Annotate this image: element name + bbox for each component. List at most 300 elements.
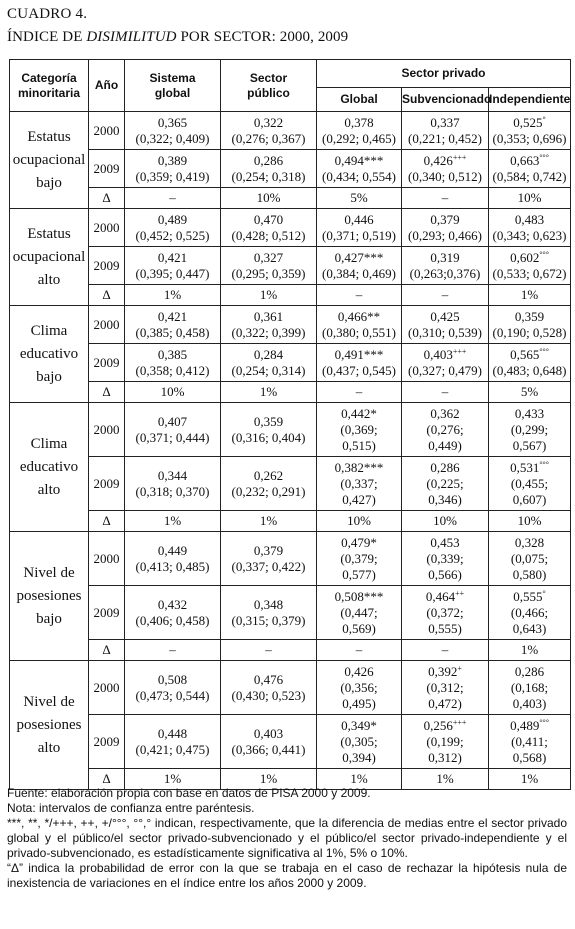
table-row	[10, 150, 571, 188]
index-value	[402, 115, 488, 131]
index-number: 0,446	[344, 211, 374, 227]
table-number: CUADRO 4.	[7, 6, 88, 22]
index-number: 0,328	[514, 534, 545, 550]
index-number: 0,425	[430, 308, 460, 324]
value-cell	[489, 112, 571, 150]
confidence-interval: 0,495)	[342, 695, 376, 711]
index-number: 0,489	[510, 717, 540, 733]
delta-value: 1%	[221, 285, 317, 306]
category-cell	[10, 403, 89, 532]
index-value	[489, 664, 570, 680]
index-value	[402, 309, 488, 325]
delta-value: –	[402, 640, 489, 661]
delta-value: 10%	[489, 188, 571, 209]
index-number: 0,349*	[341, 717, 377, 733]
table-row	[10, 112, 571, 150]
index-value	[317, 212, 401, 228]
index-number: 0,379	[430, 211, 460, 227]
significance-mark: °	[542, 588, 546, 598]
index-value	[489, 212, 570, 228]
value-cell	[402, 247, 489, 285]
index-number: 0,491***	[334, 346, 384, 362]
confidence-interval: (0,366; 0,441)	[231, 741, 306, 757]
index-number: 0,262	[253, 467, 284, 483]
value-cell	[221, 247, 317, 285]
value-cell	[489, 715, 571, 769]
confidence-interval: (0,434; 0,554)	[321, 168, 397, 184]
confidence-interval: (0,428; 0,512)	[231, 227, 306, 243]
index-number: 0,378	[344, 114, 374, 130]
category-line: Clima	[30, 435, 68, 452]
confidence-interval: (0,168;	[510, 679, 549, 695]
value-cell	[489, 532, 571, 586]
confidence-interval: (0,395; 0,447)	[135, 265, 210, 281]
delta-value: 1%	[317, 769, 402, 790]
table-body	[10, 112, 571, 790]
index-number: 0,531	[510, 459, 540, 475]
confidence-interval: 0,472)	[428, 695, 462, 711]
confidence-interval: (0,358; 0,412)	[135, 362, 210, 378]
header-public-line2: público	[247, 85, 290, 100]
value-cell	[402, 457, 489, 511]
table-row	[10, 209, 571, 247]
index-value	[317, 309, 401, 325]
index-number: 0,421	[157, 249, 188, 265]
index-number: 0,602	[510, 249, 540, 265]
confidence-interval: (0,299;	[510, 421, 549, 437]
index-number: 0,555	[513, 588, 543, 604]
delta-value: 1%	[402, 769, 489, 790]
category-line: Estatus	[27, 128, 71, 145]
index-number: 0,385	[157, 346, 188, 362]
value-cell	[402, 532, 489, 586]
confidence-interval: (0,316; 0,404)	[231, 429, 306, 445]
confidence-interval: 0,515)	[342, 437, 376, 453]
value-cell	[489, 247, 571, 285]
value-cell	[125, 403, 221, 457]
note-significance: ***, **, */+++, ++, +/°°°, °°,° indican, respectivamente, que la diferencia de medias entre el sector privado global y el público/el sector privado-subvencionado y el público/el sector privado-independiente y el privado-subvencionado, es estadísticamente significativa al 1%, 5% o 10%.	[7, 816, 567, 860]
category-line: bajo	[36, 174, 62, 191]
index-number: 0,327	[253, 249, 284, 265]
value-cell	[221, 532, 317, 586]
index-value	[221, 309, 316, 325]
category-line: posesiones	[16, 716, 82, 733]
index-number: 0,449	[157, 542, 188, 558]
index-value	[125, 212, 220, 228]
significance-mark: °°°	[539, 249, 549, 259]
confidence-interval: (0,312;	[426, 679, 464, 695]
table-row	[10, 344, 571, 382]
index-number: 0,508	[157, 671, 188, 687]
value-cell	[221, 457, 317, 511]
confidence-interval: (0,452; 0,525)	[135, 227, 210, 243]
confidence-interval: (0,483; 0,648)	[492, 362, 567, 378]
value-cell	[317, 209, 402, 247]
value-cell	[317, 661, 402, 715]
category-line: alto	[37, 739, 61, 756]
confidence-interval: (0,075;	[510, 550, 549, 566]
confidence-interval: (0,406; 0,458)	[135, 612, 210, 628]
header-public-line1: Sector	[249, 70, 288, 85]
delta-value: 1%	[221, 382, 317, 403]
delta-value: 10%	[317, 511, 402, 532]
category-line: posesiones	[16, 587, 82, 604]
index-value	[317, 347, 401, 363]
index-value	[125, 414, 220, 430]
index-value	[317, 535, 401, 551]
confidence-interval: (0,199;	[426, 733, 464, 749]
index-number: 0,663	[510, 152, 540, 168]
confidence-interval: (0,305;	[340, 733, 378, 749]
value-cell	[125, 457, 221, 511]
delta-row	[10, 285, 571, 306]
confidence-interval: (0,292; 0,465)	[321, 130, 397, 146]
table-row	[10, 457, 571, 511]
index-value	[221, 414, 316, 430]
index-number: 0,359	[253, 413, 284, 429]
value-cell	[402, 344, 489, 382]
confidence-interval: (0,455;	[510, 475, 549, 491]
index-value	[125, 468, 220, 484]
index-number: 0,359	[514, 308, 545, 324]
index-number: 0,256	[423, 717, 453, 733]
category-line: bajo	[36, 368, 62, 385]
header-category	[10, 60, 89, 112]
confidence-interval: (0,359; 0,419)	[135, 168, 210, 184]
delta-label: Δ	[89, 640, 125, 661]
index-number: 0,382***	[334, 459, 384, 475]
delta-label: Δ	[89, 769, 125, 790]
index-number: 0,365	[157, 114, 188, 130]
confidence-interval: (0,232; 0,291)	[231, 483, 306, 499]
significance-mark: °°°	[539, 152, 549, 162]
confidence-interval: (0,318; 0,370)	[135, 483, 210, 499]
significance-mark: +	[457, 663, 462, 673]
year-cell: 2009	[89, 150, 125, 188]
value-cell	[489, 344, 571, 382]
value-cell	[221, 306, 317, 344]
value-cell	[125, 209, 221, 247]
index-value	[489, 309, 570, 325]
index-value	[402, 535, 488, 551]
index-number: 0,489	[157, 211, 188, 227]
header-year: Año	[89, 60, 125, 112]
value-cell	[317, 112, 402, 150]
value-cell	[221, 112, 317, 150]
index-value	[125, 250, 220, 266]
year-cell: 2009	[89, 457, 125, 511]
index-value	[402, 460, 488, 476]
title-italic: DISIMILITUD	[86, 29, 177, 45]
index-number: 0,403	[423, 346, 453, 362]
header-category-line2: minoritaria	[17, 85, 80, 100]
confidence-interval: (0,293; 0,466)	[407, 227, 483, 243]
year-cell: 2009	[89, 586, 125, 640]
index-number: 0,442*	[341, 405, 377, 421]
category-line: bajo	[36, 610, 62, 627]
delta-value: 1%	[221, 511, 317, 532]
category-line: ocupacional	[12, 248, 86, 265]
header-private-sector: Sector privado	[317, 60, 571, 88]
value-cell	[489, 403, 571, 457]
significance-mark: +++	[452, 346, 467, 356]
confidence-interval: (0,584; 0,742)	[492, 168, 567, 184]
index-value	[221, 726, 316, 742]
confidence-interval: (0,421; 0,475)	[135, 741, 210, 757]
value-cell	[221, 403, 317, 457]
index-number: 0,426	[344, 663, 374, 679]
confidence-interval: 0,643)	[512, 620, 547, 636]
confidence-interval: (0,322; 0,399)	[231, 324, 306, 340]
confidence-interval: (0,369;	[340, 421, 378, 437]
index-value	[489, 718, 570, 734]
header-private-subsidized: Subvencionado	[402, 88, 489, 112]
delta-value: –	[125, 640, 221, 661]
category-line: alto	[37, 481, 61, 498]
index-value	[221, 115, 316, 131]
delta-value: 1%	[125, 285, 221, 306]
table-notes	[7, 786, 567, 891]
confidence-interval: (0,343; 0,623)	[492, 227, 567, 243]
significance-mark: °°°	[539, 459, 549, 469]
index-value	[402, 153, 488, 169]
delta-value: –	[402, 285, 489, 306]
index-number: 0,466**	[337, 308, 381, 324]
delta-value: 1%	[125, 769, 221, 790]
delta-value: 1%	[221, 769, 317, 790]
value-cell	[317, 403, 402, 457]
value-cell	[489, 661, 571, 715]
index-number: 0,407	[157, 413, 188, 429]
confidence-interval: (0,263;0,376)	[409, 265, 481, 281]
index-value	[125, 543, 220, 559]
value-cell	[125, 344, 221, 382]
index-number: 0,432	[157, 596, 188, 612]
dissimilarity-table	[9, 59, 571, 790]
confidence-interval: 0,427)	[342, 491, 376, 507]
delta-value: 1%	[489, 285, 571, 306]
note-intervals: Nota: intervalos de confianza entre paréntesis.	[7, 801, 255, 815]
index-value	[221, 468, 316, 484]
index-number: 0,426	[423, 152, 453, 168]
index-value	[221, 212, 316, 228]
category-line: educativo	[19, 458, 79, 475]
value-cell	[125, 715, 221, 769]
table-row	[10, 715, 571, 769]
delta-value: 1%	[489, 640, 571, 661]
index-number: 0,448	[157, 725, 188, 741]
delta-label: Δ	[89, 285, 125, 306]
category-cell	[10, 661, 89, 790]
header-category-line1: Categoría	[21, 70, 77, 85]
confidence-interval: (0,295; 0,359)	[231, 265, 306, 281]
index-number: 0,479*	[341, 534, 377, 550]
index-value	[489, 115, 570, 131]
value-cell	[402, 715, 489, 769]
confidence-interval: 0,568)	[512, 749, 547, 765]
significance-mark: +++	[452, 717, 467, 727]
index-number: 0,389	[157, 152, 188, 168]
index-value	[402, 406, 488, 422]
index-number: 0,322	[253, 114, 284, 130]
index-value	[489, 153, 570, 169]
index-value	[125, 597, 220, 613]
delta-label: Δ	[89, 188, 125, 209]
confidence-interval: 0,312)	[428, 749, 462, 765]
index-value	[317, 460, 401, 476]
index-value	[489, 535, 570, 551]
index-value	[402, 664, 488, 680]
value-cell	[317, 586, 402, 640]
confidence-interval: (0,413; 0,485)	[135, 558, 210, 574]
value-cell	[317, 247, 402, 285]
confidence-interval: 0,607)	[512, 491, 547, 507]
index-value	[402, 212, 488, 228]
confidence-interval: 0,567)	[512, 437, 547, 453]
index-number: 0,286	[253, 152, 284, 168]
value-cell	[489, 457, 571, 511]
index-value	[125, 115, 220, 131]
value-cell	[221, 150, 317, 188]
value-cell	[489, 306, 571, 344]
significance-mark: °°°	[539, 346, 549, 356]
index-number: 0,525	[513, 114, 543, 130]
value-cell	[489, 150, 571, 188]
index-value	[489, 589, 570, 605]
confidence-interval: 0,394)	[342, 749, 376, 765]
confidence-interval: (0,385; 0,458)	[135, 324, 210, 340]
index-value	[221, 153, 316, 169]
confidence-interval: (0,447;	[340, 604, 378, 620]
delta-row	[10, 640, 571, 661]
year-cell: 2000	[89, 532, 125, 586]
value-cell	[125, 150, 221, 188]
value-cell	[489, 209, 571, 247]
confidence-interval: (0,340; 0,512)	[407, 168, 483, 184]
index-value	[317, 250, 401, 266]
index-number: 0,421	[157, 308, 188, 324]
confidence-interval: (0,254; 0,314)	[231, 362, 306, 378]
delta-value: 5%	[489, 382, 571, 403]
category-cell	[10, 306, 89, 403]
table-row	[10, 247, 571, 285]
index-number: 0,379	[253, 542, 284, 558]
index-number: 0,470	[253, 211, 284, 227]
index-number: 0,565	[510, 346, 540, 362]
value-cell	[402, 403, 489, 457]
note-delta: “Δ” indica la probabilidad de error con la que se trabaja en el caso de rechazar la hipótesis nula de inexistencia de variaciones en el índice entre los años 2000 y 2009.	[7, 861, 567, 890]
value-cell	[125, 661, 221, 715]
delta-row	[10, 511, 571, 532]
delta-value: –	[317, 640, 402, 661]
index-number: 0,464	[425, 588, 456, 604]
index-number: 0,433	[514, 405, 545, 421]
index-number: 0,361	[253, 308, 284, 324]
index-value	[402, 589, 488, 605]
confidence-interval: (0,466;	[510, 604, 549, 620]
confidence-interval: (0,473; 0,544)	[135, 687, 210, 703]
confidence-interval: 0,449)	[428, 437, 462, 453]
year-cell: 2000	[89, 403, 125, 457]
value-cell	[317, 457, 402, 511]
category-cell	[10, 112, 89, 209]
confidence-interval: (0,310; 0,539)	[407, 324, 483, 340]
table-title	[7, 29, 348, 46]
value-cell	[125, 112, 221, 150]
confidence-interval: (0,315; 0,379)	[231, 612, 306, 628]
confidence-interval: 0,403)	[512, 695, 547, 711]
category-line: ocupacional	[12, 151, 86, 168]
confidence-interval: (0,379;	[340, 550, 378, 566]
index-number: 0,286	[430, 459, 460, 475]
confidence-interval: 0,580)	[512, 566, 547, 582]
index-value	[489, 406, 570, 422]
year-cell: 2000	[89, 209, 125, 247]
value-cell	[221, 586, 317, 640]
confidence-interval: (0,353; 0,696)	[492, 130, 567, 146]
confidence-interval: (0,190; 0,528)	[492, 324, 567, 340]
value-cell	[402, 150, 489, 188]
value-cell	[317, 344, 402, 382]
index-value	[317, 115, 401, 131]
confidence-interval: 0,555)	[428, 620, 462, 636]
index-value	[125, 672, 220, 688]
index-number: 0,344	[157, 467, 188, 483]
delta-value: 1%	[125, 511, 221, 532]
delta-value: –	[402, 382, 489, 403]
confidence-interval: (0,411;	[511, 733, 548, 749]
year-cell: 2009	[89, 344, 125, 382]
delta-value: 10%	[402, 511, 489, 532]
index-value	[317, 153, 401, 169]
index-value	[402, 250, 488, 266]
delta-value: 10%	[221, 188, 317, 209]
index-value	[221, 543, 316, 559]
index-number: 0,286	[514, 663, 545, 679]
index-number: 0,284	[253, 346, 284, 362]
table-row	[10, 661, 571, 715]
category-line: Clima	[30, 322, 68, 339]
confidence-interval: (0,430; 0,523)	[231, 687, 306, 703]
title-prefix: ÍNDICE DE	[7, 29, 87, 45]
confidence-interval: (0,384; 0,469)	[321, 265, 397, 281]
index-number: 0,348	[253, 596, 284, 612]
index-value	[317, 589, 401, 605]
value-cell	[221, 344, 317, 382]
index-value	[489, 250, 570, 266]
significance-mark: °°°	[539, 717, 549, 727]
value-cell	[402, 306, 489, 344]
delta-row	[10, 188, 571, 209]
index-number: 0,319	[430, 249, 460, 265]
value-cell	[317, 532, 402, 586]
delta-value: 10%	[125, 382, 221, 403]
index-value	[317, 406, 401, 422]
index-number: 0,453	[430, 534, 460, 550]
index-number: 0,337	[430, 114, 460, 130]
confidence-interval: 0,566)	[428, 566, 462, 582]
index-value	[221, 597, 316, 613]
confidence-interval: (0,322; 0,409)	[135, 130, 210, 146]
index-value	[125, 309, 220, 325]
index-value	[317, 664, 401, 680]
value-cell	[317, 715, 402, 769]
header-global-system	[125, 60, 221, 112]
value-cell	[317, 306, 402, 344]
year-cell: 2009	[89, 715, 125, 769]
delta-value: 5%	[317, 188, 402, 209]
delta-value: –	[317, 285, 402, 306]
